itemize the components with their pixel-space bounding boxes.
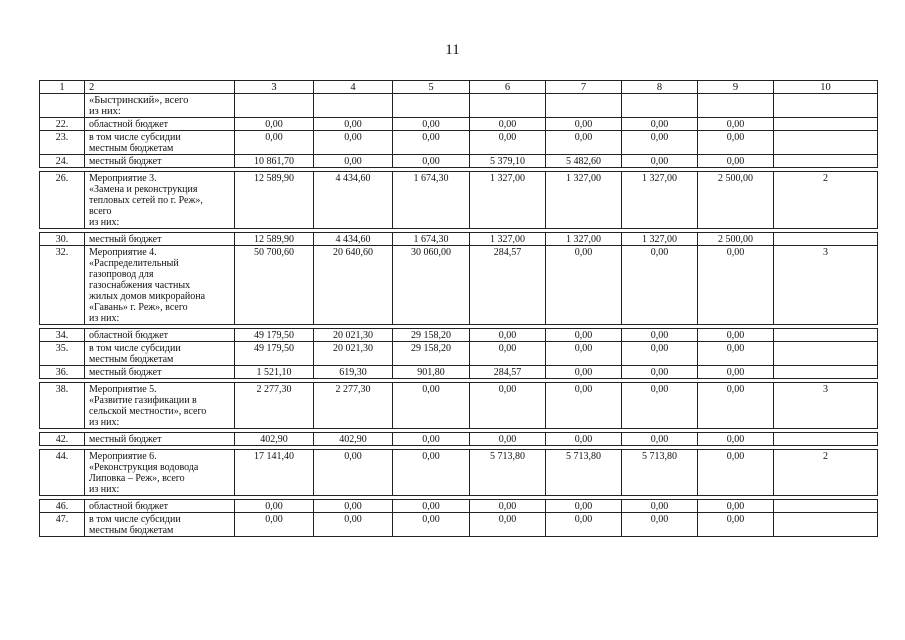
cell-col-5: 0,00 bbox=[392, 131, 469, 154]
cell-col-9: 0,00 bbox=[697, 450, 773, 495]
cell-col-7: 0,00 bbox=[545, 118, 621, 130]
cell-col-7: 0,00 bbox=[545, 513, 621, 536]
cell-col-6: 0,00 bbox=[469, 342, 545, 365]
cell-col-6: 6 bbox=[469, 81, 545, 93]
table-row-group bbox=[39, 328, 878, 379]
cell-col-3: 1 521,10 bbox=[234, 366, 313, 378]
cell-col-8: 0,00 bbox=[621, 155, 697, 167]
table-row bbox=[40, 383, 877, 428]
cell-col-3: 12 589,90 bbox=[234, 233, 313, 245]
cell-col-5: 30 060,00 bbox=[392, 246, 469, 324]
cell-col-3: 10 861,70 bbox=[234, 155, 313, 167]
cell-col-7: 0,00 bbox=[545, 383, 621, 428]
cell-col-3: 0,00 bbox=[234, 500, 313, 512]
cell-col-2: Мероприятие 3. «Замена и реконструкция тепловых сетей по г. Реж», всего из них: bbox=[84, 172, 234, 228]
table-row-group bbox=[39, 432, 878, 446]
cell-col-2: «Быстринский», всего из них: bbox=[84, 94, 234, 117]
table-row bbox=[40, 233, 877, 245]
cell-col-10 bbox=[773, 118, 877, 130]
table-row bbox=[40, 365, 877, 378]
cell-col-2: в том числе субсидии местным бюджетам bbox=[84, 131, 234, 154]
cell-col-8: 0,00 bbox=[621, 118, 697, 130]
cell-col-1: 36. bbox=[55, 367, 69, 378]
cell-col-9: 2 500,00 bbox=[697, 172, 773, 228]
cell-col-2: местный бюджет bbox=[84, 433, 234, 445]
cell-col-2: местный бюджет bbox=[84, 155, 234, 167]
cell-col-4: 0,00 bbox=[313, 131, 392, 154]
cell-col-10 bbox=[773, 500, 877, 512]
cell-col-7: 0,00 bbox=[545, 131, 621, 154]
table-row bbox=[40, 172, 877, 228]
cell-col-3: 49 179,50 bbox=[234, 342, 313, 365]
cell-col-10 bbox=[773, 342, 877, 365]
table-row-group bbox=[39, 382, 878, 429]
cell-col-7: 0,00 bbox=[545, 366, 621, 378]
cell-col-7: 1 327,00 bbox=[545, 233, 621, 245]
cell-col-3: 17 141,40 bbox=[234, 450, 313, 495]
cell-col-9: 0,00 bbox=[697, 329, 773, 341]
cell-col-8: 0,00 bbox=[621, 513, 697, 536]
table-row bbox=[40, 341, 877, 365]
cell-col-2: областной бюджет bbox=[84, 329, 234, 341]
cell-col-1: 35. bbox=[55, 343, 69, 354]
cell-col-3: 12 589,90 bbox=[234, 172, 313, 228]
cell-col-1: 32. bbox=[55, 247, 69, 258]
cell-col-3: 0,00 bbox=[234, 513, 313, 536]
cell-col-5: 5 bbox=[392, 81, 469, 93]
table-row bbox=[40, 93, 877, 117]
cell-col-10: 3 bbox=[773, 383, 877, 428]
cell-col-3: 0,00 bbox=[234, 131, 313, 154]
cell-col-10 bbox=[773, 155, 877, 167]
cell-col-7: 1 327,00 bbox=[545, 172, 621, 228]
cell-col-9: 0,00 bbox=[697, 500, 773, 512]
cell-col-8: 0,00 bbox=[621, 433, 697, 445]
cell-col-6: 1 327,00 bbox=[469, 172, 545, 228]
table-header-row bbox=[40, 81, 877, 93]
cell-col-2: в том числе субсидии местным бюджетам bbox=[84, 513, 234, 536]
cell-col-4: 20 021,30 bbox=[313, 342, 392, 365]
cell-col-8: 0,00 bbox=[621, 383, 697, 428]
cell-col-4: 0,00 bbox=[313, 118, 392, 130]
table-header-block bbox=[39, 80, 878, 117]
cell-col-3: 0,00 bbox=[234, 118, 313, 130]
cell-col-10 bbox=[773, 131, 877, 154]
cell-col-10 bbox=[773, 94, 877, 117]
page-number: 11 bbox=[445, 42, 460, 58]
cell-col-9: 0,00 bbox=[697, 383, 773, 428]
cell-col-10 bbox=[773, 433, 877, 445]
cell-col-6: 5 713,80 bbox=[469, 450, 545, 495]
table-row bbox=[40, 245, 877, 324]
cell-col-10: 3 bbox=[773, 246, 877, 324]
cell-col-4: 4 bbox=[313, 81, 392, 93]
cell-col-9: 0,00 bbox=[697, 342, 773, 365]
cell-col-7: 0,00 bbox=[545, 342, 621, 365]
cell-col-2: 2 bbox=[84, 81, 234, 93]
cell-col-4: 0,00 bbox=[313, 513, 392, 536]
cell-col-2: местный бюджет bbox=[84, 366, 234, 378]
table-row bbox=[40, 500, 877, 512]
cell-col-1: 24. bbox=[55, 156, 69, 167]
cell-col-3: 49 179,50 bbox=[234, 329, 313, 341]
cell-col-5: 1 674,30 bbox=[392, 172, 469, 228]
cell-col-10 bbox=[773, 233, 877, 245]
cell-col-5: 0,00 bbox=[392, 155, 469, 167]
table-row bbox=[40, 130, 877, 154]
cell-col-4: 619,30 bbox=[313, 366, 392, 378]
cell-col-5: 0,00 bbox=[392, 118, 469, 130]
cell-col-3: 402,90 bbox=[234, 433, 313, 445]
cell-col-3: 50 700,60 bbox=[234, 246, 313, 324]
cell-col-4: 4 434,60 bbox=[313, 233, 392, 245]
cell-col-8: 0,00 bbox=[621, 329, 697, 341]
cell-col-3 bbox=[234, 94, 313, 117]
cell-col-5: 901,80 bbox=[392, 366, 469, 378]
cell-col-4: 20 640,60 bbox=[313, 246, 392, 324]
table-row bbox=[40, 433, 877, 445]
cell-col-1: 23. bbox=[55, 132, 69, 143]
cell-col-5: 29 158,20 bbox=[392, 342, 469, 365]
cell-col-5: 0,00 bbox=[392, 500, 469, 512]
cell-col-9: 0,00 bbox=[697, 131, 773, 154]
table-row-group bbox=[39, 232, 878, 325]
cell-col-2: областной бюджет bbox=[84, 118, 234, 130]
cell-col-1: 42. bbox=[55, 434, 69, 445]
cell-col-8 bbox=[621, 94, 697, 117]
table-row bbox=[40, 329, 877, 341]
cell-col-7: 0,00 bbox=[545, 329, 621, 341]
cell-col-6: 0,00 bbox=[469, 513, 545, 536]
cell-col-8: 0,00 bbox=[621, 342, 697, 365]
cell-col-1: 47. bbox=[55, 514, 69, 525]
cell-col-6: 284,57 bbox=[469, 246, 545, 324]
cell-col-1: 34. bbox=[55, 330, 69, 341]
cell-col-10: 2 bbox=[773, 450, 877, 495]
cell-col-9: 0,00 bbox=[697, 513, 773, 536]
cell-col-4: 4 434,60 bbox=[313, 172, 392, 228]
cell-col-6: 5 379,10 bbox=[469, 155, 545, 167]
cell-col-9: 0,00 bbox=[697, 155, 773, 167]
cell-col-4: 2 277,30 bbox=[313, 383, 392, 428]
cell-col-5: 1 674,30 bbox=[392, 233, 469, 245]
cell-col-4: 20 021,30 bbox=[313, 329, 392, 341]
cell-col-10: 10 bbox=[773, 81, 877, 93]
cell-col-3: 2 277,30 bbox=[234, 383, 313, 428]
cell-col-9: 9 bbox=[697, 81, 773, 93]
table-row bbox=[40, 450, 877, 495]
cell-col-6: 0,00 bbox=[469, 131, 545, 154]
table-row bbox=[40, 512, 877, 536]
cell-col-1: 46. bbox=[55, 501, 69, 512]
cell-col-1: 44. bbox=[55, 451, 69, 462]
cell-col-8: 0,00 bbox=[621, 366, 697, 378]
cell-col-5: 0,00 bbox=[392, 433, 469, 445]
table-row-group bbox=[39, 171, 878, 229]
cell-col-6: 0,00 bbox=[469, 118, 545, 130]
table-row-group bbox=[39, 117, 878, 168]
cell-col-7: 7 bbox=[545, 81, 621, 93]
budget-table bbox=[39, 80, 878, 540]
cell-col-4: 0,00 bbox=[313, 500, 392, 512]
cell-col-9: 0,00 bbox=[697, 433, 773, 445]
cell-col-8: 8 bbox=[621, 81, 697, 93]
cell-col-1: 1 bbox=[59, 82, 65, 93]
cell-col-6: 0,00 bbox=[469, 329, 545, 341]
cell-col-5: 0,00 bbox=[392, 383, 469, 428]
cell-col-7: 0,00 bbox=[545, 433, 621, 445]
cell-col-2: местный бюджет bbox=[84, 233, 234, 245]
cell-col-9: 0,00 bbox=[697, 366, 773, 378]
cell-col-7: 5 713,80 bbox=[545, 450, 621, 495]
cell-col-6 bbox=[469, 94, 545, 117]
cell-col-5: 0,00 bbox=[392, 513, 469, 536]
cell-col-9: 2 500,00 bbox=[697, 233, 773, 245]
cell-col-7: 0,00 bbox=[545, 246, 621, 324]
cell-col-10: 2 bbox=[773, 172, 877, 228]
table-row-group bbox=[39, 449, 878, 496]
cell-col-6: 0,00 bbox=[469, 500, 545, 512]
cell-col-4 bbox=[313, 94, 392, 117]
cell-col-8: 1 327,00 bbox=[621, 233, 697, 245]
cell-col-1 bbox=[40, 94, 84, 117]
cell-col-5: 0,00 bbox=[392, 450, 469, 495]
cell-col-4: 402,90 bbox=[313, 433, 392, 445]
cell-col-1: 30. bbox=[55, 234, 69, 245]
cell-col-5 bbox=[392, 94, 469, 117]
cell-col-2: областной бюджет bbox=[84, 500, 234, 512]
cell-col-8: 0,00 bbox=[621, 131, 697, 154]
cell-col-7: 0,00 bbox=[545, 500, 621, 512]
cell-col-2: в том числе субсидии местным бюджетам bbox=[84, 342, 234, 365]
cell-col-10 bbox=[773, 513, 877, 536]
cell-col-10 bbox=[773, 329, 877, 341]
cell-col-4: 0,00 bbox=[313, 155, 392, 167]
cell-col-3: 3 bbox=[234, 81, 313, 93]
cell-col-6: 284,57 bbox=[469, 366, 545, 378]
cell-col-1: 38. bbox=[55, 384, 69, 395]
cell-col-7 bbox=[545, 94, 621, 117]
table-row bbox=[40, 118, 877, 130]
cell-col-6: 0,00 bbox=[469, 383, 545, 428]
table-row bbox=[40, 154, 877, 167]
cell-col-8: 5 713,80 bbox=[621, 450, 697, 495]
cell-col-1: 22. bbox=[55, 119, 69, 130]
cell-col-6: 0,00 bbox=[469, 433, 545, 445]
cell-col-1: 26. bbox=[55, 173, 69, 184]
cell-col-9: 0,00 bbox=[697, 118, 773, 130]
table-row-group bbox=[39, 499, 878, 537]
cell-col-2: Мероприятие 5. «Развитие газификации в сельской местности», всего из них: bbox=[84, 383, 234, 428]
cell-col-10 bbox=[773, 366, 877, 378]
cell-col-5: 29 158,20 bbox=[392, 329, 469, 341]
cell-col-2: Мероприятие 6. «Реконструкция водовода Липовка – Реж», всего из них: bbox=[84, 450, 234, 495]
cell-col-4: 0,00 bbox=[313, 450, 392, 495]
cell-col-7: 5 482,60 bbox=[545, 155, 621, 167]
cell-col-2: Мероприятие 4. «Распределительный газопровод для газоснабжения частных жилых домов микрорайона «Гавань» г. Реж», всего из них: bbox=[84, 246, 234, 324]
cell-col-9: 0,00 bbox=[697, 246, 773, 324]
cell-col-9 bbox=[697, 94, 773, 117]
cell-col-8: 1 327,00 bbox=[621, 172, 697, 228]
cell-col-8: 0,00 bbox=[621, 500, 697, 512]
cell-col-8: 0,00 bbox=[621, 246, 697, 324]
cell-col-6: 1 327,00 bbox=[469, 233, 545, 245]
